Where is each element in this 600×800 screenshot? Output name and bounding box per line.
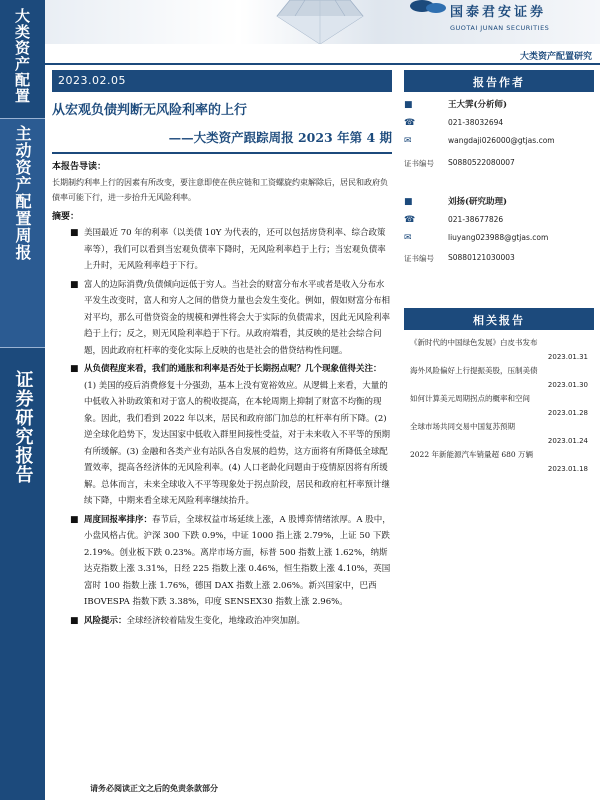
bullet-icon: ■	[70, 615, 79, 626]
summary-item-lead: 风险提示：	[84, 615, 127, 626]
band-report-type-label: 证券研究报告	[12, 370, 34, 484]
bullet-icon: ■	[70, 364, 79, 374]
summary-item-lead: 周度回报率排序：	[84, 514, 153, 525]
band-series-label: 主动资产配置周报	[13, 125, 32, 261]
summary-list	[52, 225, 392, 629]
analyst-license: S0880121030003	[448, 253, 515, 262]
person-icon: ■	[404, 100, 413, 110]
related-report-date: 2023.01.24	[547, 437, 588, 445]
disclaimer-note: 请务必阅读正文之后的免责条款部分	[90, 783, 218, 793]
license-label: 证书编号	[404, 159, 434, 168]
guide-text: 长期制约利率上行的因素有所改变，要注意即使在供应链和工资螺旋约束解除后，居民和政府负债率可能下行，进一步抬升无风险利率。	[52, 178, 388, 202]
email-icon: ✉	[404, 136, 412, 146]
license-label: 证书编号	[404, 254, 434, 263]
related-report-date: 2023.01.18	[547, 465, 588, 473]
sidebar	[404, 70, 594, 476]
person-icon: ■	[404, 197, 413, 207]
report-subtitle: ——大类资产跟踪周报 2023 年第 4 期	[168, 130, 392, 145]
summary-item	[52, 512, 392, 611]
logo-chinese-name: 国泰君安证券	[450, 5, 547, 20]
related-report-item[interactable]	[404, 392, 594, 420]
summary-item	[52, 225, 392, 275]
analyst-phone: 021-38032694	[448, 118, 504, 127]
summary-item-text: 全球经济较着陆发生变化，地缘政治冲突加剧。	[126, 615, 306, 626]
related-report-date: 2023.01.31	[547, 353, 588, 361]
related-report-item[interactable]	[404, 364, 594, 392]
company-logo	[400, 0, 600, 44]
summary-item-text: 美国最近 70 年的利率（以美债 10Y 为代表的，还可以包括房贷利率、综合政策率等），我们可以看到当宏观负债率下降时，无风险利率趋于上行；当宏观负债率上升时，无风险利率趋于下行。	[84, 228, 386, 271]
related-reports	[404, 308, 594, 476]
related-report-item[interactable]	[404, 448, 594, 476]
guide-heading: 本报告导读：	[52, 162, 107, 172]
logo-english-name: GUOTAI JUNAN SECURITIES	[450, 24, 550, 32]
bullet-icon: ■	[70, 228, 79, 238]
related-report-title[interactable]: 2022 年新能源汽车销量超 680 万辆	[410, 450, 534, 459]
summary-heading: 摘要：	[52, 212, 80, 222]
summary-item-text: (1) 美国的疫后消费修复十分强劲，基本上没有宽裕效应。从逻辑上来看，大量的中低收入补助政策和对于富人的税收提高，在本轮周期上抑制了财富不均衡的现象。因此，我们看到 2022 年以来，居民和政府部门加总的杠杆率有所下降。(2) 逆全球化趋势下，发达国家中低收入群里间接性受益，对于未来收入不平等的预期有所缓解。(3) 金融和各类产业有站队各自发展的趋势，这方面将有所降低全球配置效率，提高各经济体的无风险利率。(4) 人口老龄化问题由于疫情原因将有所缓解。总体而言，未来全球收入不平等现象处于拐点阶段，居民和政府杠杆率预计继续下降，中期来看全球无风险利率继续抬升。	[84, 380, 391, 506]
report-type-label: 大类资产配置研究	[519, 52, 592, 62]
band-category-label: 大类资产配置	[13, 8, 31, 104]
header-divider	[45, 63, 600, 65]
related-report-title[interactable]: 全球市场共同交易中国复苏预期	[410, 422, 515, 431]
summary-item-lead: 从负债程度来看，我们的通胀和利率是否处于长期拐点呢？几个现象值得关注：	[84, 364, 382, 374]
summary-item	[52, 361, 392, 510]
authors-heading: 报告作者	[404, 70, 594, 92]
analyst-name: 王大霁(分析师)	[448, 100, 508, 110]
summary-item	[52, 613, 392, 630]
title-divider	[52, 152, 392, 154]
report-date: 2023.02.05	[52, 70, 392, 92]
analyst-card	[404, 92, 594, 195]
analyst-email[interactable]: wangdaji026000@gtjas.com	[448, 136, 555, 145]
email-icon: ✉	[404, 233, 412, 243]
summary-item	[52, 277, 392, 360]
phone-icon: ☎	[404, 118, 416, 128]
analyst-card	[404, 195, 594, 298]
analyst-name: 刘扬(研究助理)	[448, 197, 508, 207]
related-report-title[interactable]: 《新时代的中国绿色发展》白皮书发布	[410, 338, 538, 347]
diamond-graphic	[275, 0, 365, 44]
related-report-item[interactable]	[404, 420, 594, 448]
related-report-date: 2023.01.28	[547, 409, 588, 417]
analyst-phone: 021-38677826	[448, 215, 504, 224]
header-banner	[45, 0, 600, 44]
related-report-date: 2023.01.30	[547, 381, 588, 389]
analyst-email[interactable]: liuyang023988@gtjas.com	[448, 233, 549, 242]
related-heading: 相关报告	[404, 308, 594, 330]
report-title: 从宏观负债判断无风险利率的上行	[52, 103, 248, 118]
analyst-license: S0880522080007	[448, 158, 515, 167]
related-report-title[interactable]: 海外风险偏好上行提振美股，压制美债	[410, 366, 538, 375]
bullet-icon: ■	[70, 514, 79, 525]
related-report-title[interactable]: 如何计算美元周期拐点的概率和空间	[410, 394, 530, 403]
related-report-item[interactable]	[404, 336, 594, 364]
summary-item-text: 春节后，全球权益市场延续上涨，A 股博弈情绪浓厚。A 股中，小盘风格占优。沪深 300 下跌 0.9%，中证 1000 指上涨 2.79%，上证 50 下跌 2.19%。创业板下跌 0.23%。离岸市场方面，标普 500 指数上涨 1.62%，纳斯达克指数上涨 3.31%，日经 225 指数上涨 0.46%，恒生指数上涨 4.10%，英国富时 100 指数上涨 1.76%，德国 DAX 指数上涨 2.06%。新兴国家中，巴西 IBOVESPA 指数下跌 3.38%，印度 SENSEX30 指数上涨 2.96%。	[84, 514, 391, 607]
summary-item-text: 富人的边际消费/负债倾向远低于穷人。当社会的财富分布水平或者是收入分布水平发生改变时，富人和穷人之间的借贷力量也会发生变化。例如，假如财富分布相对平均，那么可借贷资金的规模和弹性将会大于实际的负债需求，因此无风险利率趋于上行；反之，则无风险利率趋于下行。从政府端看，其反映的是社会综合问题，因此政府杠杆率的变化实际上反映的也是社会的借贷结构性问题。	[84, 279, 391, 356]
logo-mark-icon	[408, 0, 448, 20]
bullet-icon: ■	[70, 279, 79, 290]
phone-icon: ☎	[404, 215, 416, 225]
main-content	[52, 70, 392, 631]
